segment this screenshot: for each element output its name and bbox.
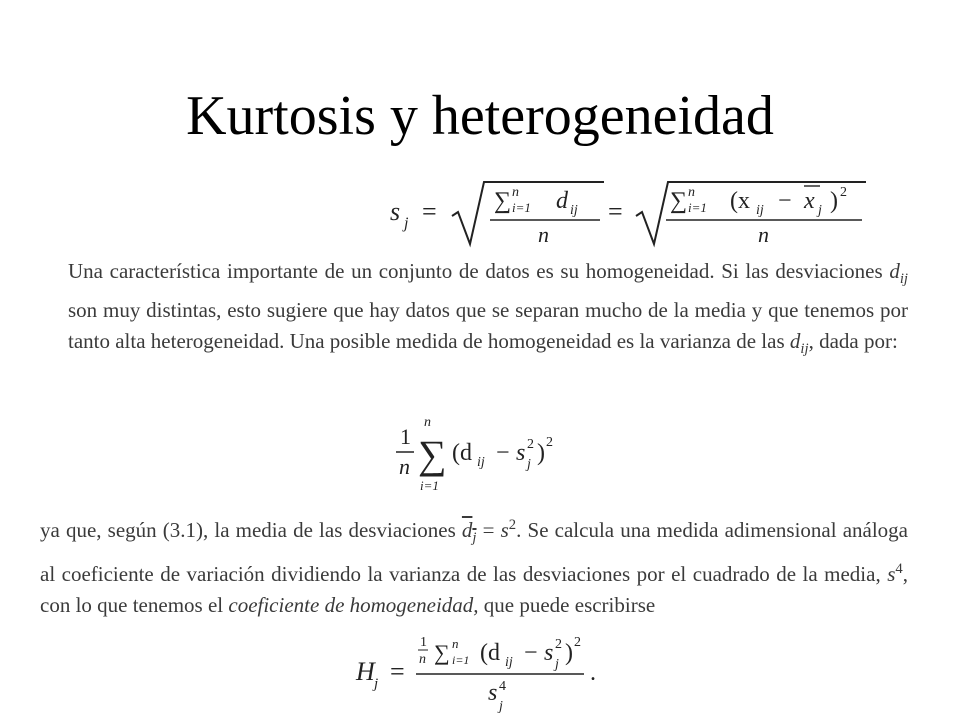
eq3-sum-sub: i=1 xyxy=(452,653,470,667)
eq3-one: 1 xyxy=(420,635,427,650)
equation-std-dev xyxy=(0,178,960,248)
eq2-minus: − xyxy=(496,440,510,466)
p1-sym-d: d xyxy=(889,259,900,283)
p2-dbar-d: d xyxy=(461,518,473,542)
eq3-s-sup: 2 xyxy=(555,637,562,652)
p2-dbar xyxy=(461,518,477,547)
eq2-s-sub: j xyxy=(527,457,531,472)
p2-sup-2: 2 xyxy=(508,517,517,533)
eq3-den-sub: j xyxy=(499,699,503,714)
eq1-sum-1: ∑ xyxy=(494,188,512,214)
eq1-den-1: n xyxy=(538,222,549,247)
eq3-body-open: (d xyxy=(480,640,500,666)
p2-dbar-sub: j xyxy=(472,530,477,547)
eq2-s-sup: 2 xyxy=(527,437,534,452)
eq2-body-sub: ij xyxy=(477,455,485,470)
eq2-sub: i=1 xyxy=(420,478,439,493)
eq3-s: s xyxy=(544,640,554,666)
eq3-sq: 2 xyxy=(574,635,581,650)
eq2-one: 1 xyxy=(400,424,411,449)
p2-text-a: ya que, según (3.1), la media de las desviaciones xyxy=(40,518,462,542)
eq1-den-2: n xyxy=(758,222,769,247)
p1-text-a: Una característica importante de un conjunto de datos es su homogeneidad. Si las desviaciones xyxy=(68,259,890,283)
p2-emph: coeficiente de homogeneidad, xyxy=(228,593,479,618)
equation-variance-svg xyxy=(0,410,960,500)
equation-homogeneity-svg xyxy=(0,628,960,718)
eq2-sq: 2 xyxy=(546,435,553,450)
paragraph-coefficient xyxy=(40,510,908,621)
eq1-sq: 2 xyxy=(840,185,847,200)
p1-sub-ij-2: ij xyxy=(800,341,809,358)
p2-sup-4: 4 xyxy=(895,561,903,578)
eq3-sum: ∑ xyxy=(434,640,450,665)
eq2-n: n xyxy=(399,454,410,479)
p2-sym-s: s xyxy=(500,518,509,542)
slide-title: Kurtosis y heterogeneidad xyxy=(186,85,774,147)
eq3-minus: − xyxy=(524,640,538,666)
equation-homogeneity xyxy=(0,628,960,718)
eq2-s: s xyxy=(516,440,526,466)
p2-text-d: , con lo que tenemos el xyxy=(40,562,908,618)
eq1-equals-2: = xyxy=(608,197,623,226)
eq3-den: s xyxy=(488,680,498,706)
eq1-equals-1: = xyxy=(422,197,437,226)
eq3-close: ) xyxy=(565,640,573,666)
eq3-sum-sup: n xyxy=(452,636,459,651)
eq2-sum: ∑ xyxy=(418,432,447,477)
eq1-num2-sub: ij xyxy=(756,203,764,218)
eq1-xbar-sub: j xyxy=(818,203,822,218)
eq1-sum-2-sub: i=1 xyxy=(688,200,707,215)
eq2-body-open: (d xyxy=(452,440,472,466)
eq1-sum-1-sup: n xyxy=(512,185,519,200)
eq1-lhs-sub: j xyxy=(404,215,409,232)
p1-sym-d-2: d xyxy=(789,329,801,354)
eq1-minus: − xyxy=(778,188,792,214)
equation-std-dev-svg xyxy=(0,178,960,248)
eq1-sum-2: ∑ xyxy=(670,188,688,214)
eq3-den-sup: 4 xyxy=(499,679,506,694)
p2-text-e: que puede escribirse xyxy=(478,593,656,618)
p2-sym-s-2: s xyxy=(887,562,896,587)
p1-text-c: , dada por: xyxy=(808,329,898,354)
eq3-s-sub: j xyxy=(555,657,559,672)
eq3-period: . xyxy=(590,660,596,686)
eq2-close: ) xyxy=(537,440,545,466)
eq1-num2: (x xyxy=(730,188,750,214)
eq1-xbar: x xyxy=(804,188,815,214)
p2-text-c: . Se calcula una medida adimensional análoga al coeficiente de variación dividiendo la varianza de las desviaciones por el cuadrado de la media, xyxy=(40,518,908,587)
eq3-lhs: H xyxy=(356,657,375,686)
eq1-num1: d xyxy=(556,188,568,214)
eq3-n: n xyxy=(419,652,426,667)
eq3-body-sub: ij xyxy=(505,655,513,670)
eq1-sum-2-sup: n xyxy=(688,185,695,200)
eq1-num1-sub: ij xyxy=(570,203,578,218)
paragraph-homogeneity xyxy=(68,256,908,365)
p2-text-b: = xyxy=(476,518,501,542)
p1-sub-ij: ij xyxy=(899,271,908,288)
eq3-equals: = xyxy=(390,657,405,686)
eq1-lhs: s xyxy=(390,197,401,226)
eq1-close: ) xyxy=(830,188,838,214)
eq1-sum-1-sub: i=1 xyxy=(512,200,531,215)
p1-text-b: son muy distintas, esto sugiere que hay datos que se separan mucho de la media y que tenemos por tanto alta heterogeneidad. Una posible medida de homogeneidad es la varianza de las xyxy=(68,298,908,354)
eq3-lhs-sub: j xyxy=(374,676,379,692)
eq2-sup: n xyxy=(424,415,431,430)
equation-variance xyxy=(0,410,960,500)
